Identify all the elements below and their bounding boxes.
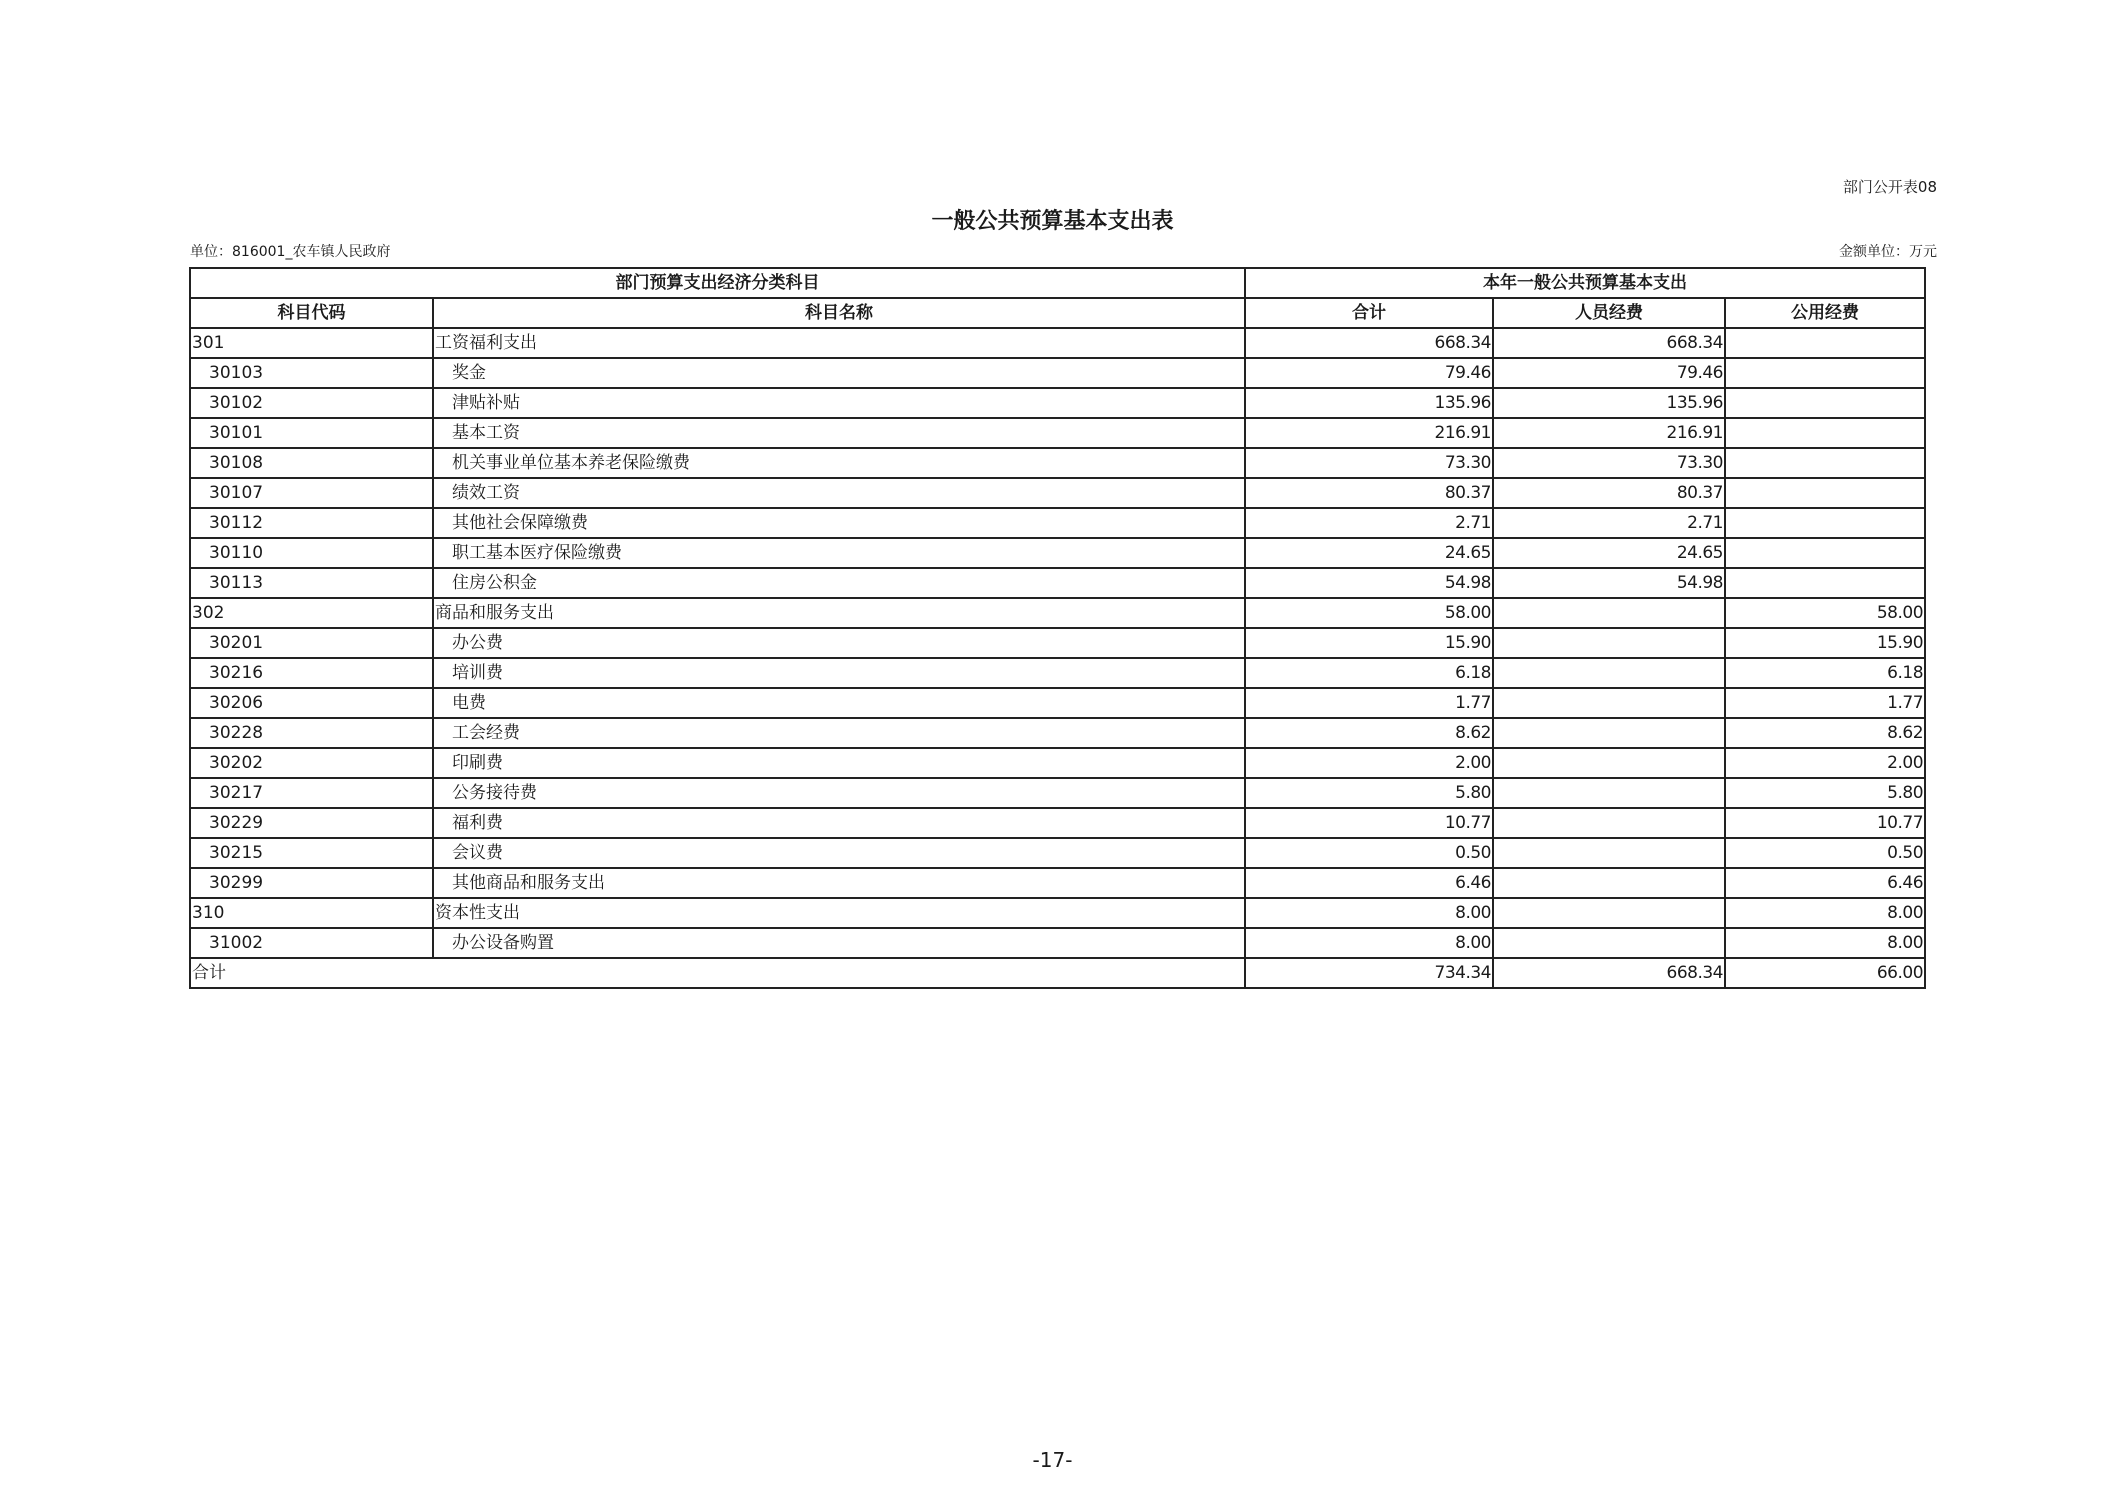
- cell-name: 会议费: [433, 838, 1245, 868]
- table-row: [190, 418, 1925, 448]
- cell-total: 8.62: [1245, 718, 1493, 748]
- cell-total: 58.00: [1245, 598, 1493, 628]
- cell-name: 住房公积金: [433, 568, 1245, 598]
- cell-total: 135.96: [1245, 388, 1493, 418]
- table-row: [190, 658, 1925, 688]
- cell-code: 30112: [190, 508, 433, 538]
- cell-personnel: [1493, 628, 1725, 658]
- cell-public: [1725, 418, 1925, 448]
- cell-personnel: [1493, 808, 1725, 838]
- cell-code: 30103: [190, 358, 433, 388]
- totals-row: [190, 958, 1925, 988]
- table-row: [190, 388, 1925, 418]
- table-row: [190, 508, 1925, 538]
- page-number: -17-: [1032, 1448, 1073, 1472]
- table-row: [190, 928, 1925, 958]
- cell-public: [1725, 328, 1925, 358]
- cell-total: 54.98: [1245, 568, 1493, 598]
- cell-public: 58.00: [1725, 598, 1925, 628]
- table-row: [190, 868, 1925, 898]
- header-total: 合计: [1245, 298, 1493, 328]
- cell-personnel: [1493, 688, 1725, 718]
- group-header-left: 部门预算支出经济分类科目: [190, 268, 1245, 298]
- form-id: 部门公开表08: [1842, 178, 1937, 196]
- table-row: [190, 778, 1925, 808]
- totals-label: 合计: [190, 958, 1245, 988]
- cell-personnel: 135.96: [1493, 388, 1725, 418]
- cell-total: 2.00: [1245, 748, 1493, 778]
- cell-total: 8.00: [1245, 928, 1493, 958]
- cell-code: 31002: [190, 928, 433, 958]
- cell-name: 公务接待费: [433, 778, 1245, 808]
- cell-personnel: [1493, 868, 1725, 898]
- cell-personnel: 73.30: [1493, 448, 1725, 478]
- cell-name: 福利费: [433, 808, 1245, 838]
- cell-name: 绩效工资: [433, 478, 1245, 508]
- totals-personnel: 668.34: [1493, 958, 1725, 988]
- cell-name: 工会经费: [433, 718, 1245, 748]
- cell-public: [1725, 568, 1925, 598]
- cell-name: 办公费: [433, 628, 1245, 658]
- cell-total: 0.50: [1245, 838, 1493, 868]
- column-header-row: [190, 298, 1925, 328]
- cell-public: 8.00: [1725, 928, 1925, 958]
- cell-public: 8.00: [1725, 898, 1925, 928]
- cell-name: 基本工资: [433, 418, 1245, 448]
- budget-table: [189, 267, 1926, 989]
- table-row: [190, 808, 1925, 838]
- cell-personnel: 80.37: [1493, 478, 1725, 508]
- cell-name: 工资福利支出: [433, 328, 1245, 358]
- header-code: 科目代码: [190, 298, 433, 328]
- cell-total: 24.65: [1245, 538, 1493, 568]
- table-row: [190, 538, 1925, 568]
- table-body: [190, 328, 1925, 958]
- cell-public: 15.90: [1725, 628, 1925, 658]
- cell-public: [1725, 478, 1925, 508]
- table-row: [190, 748, 1925, 778]
- cell-code: 30206: [190, 688, 433, 718]
- table-row: [190, 688, 1925, 718]
- header-personnel: 人员经费: [1493, 298, 1725, 328]
- cell-public: [1725, 508, 1925, 538]
- cell-personnel: [1493, 928, 1725, 958]
- cell-total: 216.91: [1245, 418, 1493, 448]
- cell-personnel: 24.65: [1493, 538, 1725, 568]
- cell-code: 301: [190, 328, 433, 358]
- cell-code: 30216: [190, 658, 433, 688]
- cell-public: [1725, 538, 1925, 568]
- cell-total: 8.00: [1245, 898, 1493, 928]
- cell-name: 奖金: [433, 358, 1245, 388]
- header-public: 公用经费: [1725, 298, 1925, 328]
- cell-name: 商品和服务支出: [433, 598, 1245, 628]
- cell-public: [1725, 388, 1925, 418]
- cell-personnel: 668.34: [1493, 328, 1725, 358]
- cell-public: 1.77: [1725, 688, 1925, 718]
- unit-label: 单位：816001_农车镇人民政府: [190, 244, 391, 260]
- cell-code: 30110: [190, 538, 433, 568]
- cell-personnel: [1493, 748, 1725, 778]
- cell-name: 资本性支出: [433, 898, 1245, 928]
- cell-code: 30107: [190, 478, 433, 508]
- cell-personnel: 54.98: [1493, 568, 1725, 598]
- cell-code: 30101: [190, 418, 433, 448]
- cell-total: 2.71: [1245, 508, 1493, 538]
- cell-public: 6.18: [1725, 658, 1925, 688]
- table-row: [190, 598, 1925, 628]
- cell-name: 其他社会保障缴费: [433, 508, 1245, 538]
- cell-code: 30102: [190, 388, 433, 418]
- cell-name: 电费: [433, 688, 1245, 718]
- cell-personnel: [1493, 838, 1725, 868]
- cell-total: 80.37: [1245, 478, 1493, 508]
- cell-personnel: 216.91: [1493, 418, 1725, 448]
- cell-total: 73.30: [1245, 448, 1493, 478]
- cell-code: 30228: [190, 718, 433, 748]
- money-unit-label: 金额单位：万元: [1839, 244, 1937, 260]
- header-name: 科目名称: [433, 298, 1245, 328]
- cell-public: [1725, 358, 1925, 388]
- cell-code: 30202: [190, 748, 433, 778]
- group-header-right: 本年一般公共预算基本支出: [1245, 268, 1925, 298]
- cell-code: 30201: [190, 628, 433, 658]
- cell-personnel: 79.46: [1493, 358, 1725, 388]
- cell-code: 30108: [190, 448, 433, 478]
- cell-public: 2.00: [1725, 748, 1925, 778]
- cell-code: 30215: [190, 838, 433, 868]
- cell-name: 印刷费: [433, 748, 1245, 778]
- cell-personnel: [1493, 778, 1725, 808]
- cell-name: 职工基本医疗保险缴费: [433, 538, 1245, 568]
- cell-personnel: [1493, 658, 1725, 688]
- table-row: [190, 898, 1925, 928]
- table-row: [190, 358, 1925, 388]
- cell-total: 6.46: [1245, 868, 1493, 898]
- totals-total: 734.34: [1245, 958, 1493, 988]
- cell-name: 其他商品和服务支出: [433, 868, 1245, 898]
- cell-total: 10.77: [1245, 808, 1493, 838]
- table-row: [190, 838, 1925, 868]
- cell-public: 5.80: [1725, 778, 1925, 808]
- page-title: 一般公共预算基本支出表: [931, 209, 1174, 234]
- cell-code: 30217: [190, 778, 433, 808]
- cell-total: 5.80: [1245, 778, 1493, 808]
- cell-public: 8.62: [1725, 718, 1925, 748]
- cell-public: [1725, 448, 1925, 478]
- cell-total: 1.77: [1245, 688, 1493, 718]
- group-header-row: [190, 268, 1925, 298]
- cell-code: 30229: [190, 808, 433, 838]
- cell-code: 310: [190, 898, 433, 928]
- cell-public: 10.77: [1725, 808, 1925, 838]
- table-row: [190, 448, 1925, 478]
- cell-personnel: [1493, 718, 1725, 748]
- table-row: [190, 628, 1925, 658]
- cell-name: 津贴补贴: [433, 388, 1245, 418]
- totals-public: 66.00: [1725, 958, 1925, 988]
- cell-total: 668.34: [1245, 328, 1493, 358]
- cell-total: 6.18: [1245, 658, 1493, 688]
- cell-name: 培训费: [433, 658, 1245, 688]
- table-row: [190, 718, 1925, 748]
- cell-personnel: [1493, 898, 1725, 928]
- table-row: [190, 328, 1925, 358]
- cell-code: 30299: [190, 868, 433, 898]
- cell-public: 6.46: [1725, 868, 1925, 898]
- cell-total: 79.46: [1245, 358, 1493, 388]
- cell-public: 0.50: [1725, 838, 1925, 868]
- cell-personnel: 2.71: [1493, 508, 1725, 538]
- cell-code: 30113: [190, 568, 433, 598]
- cell-personnel: [1493, 598, 1725, 628]
- cell-name: 机关事业单位基本养老保险缴费: [433, 448, 1245, 478]
- table-row: [190, 478, 1925, 508]
- cell-total: 15.90: [1245, 628, 1493, 658]
- table-row: [190, 568, 1925, 598]
- cell-code: 302: [190, 598, 433, 628]
- cell-name: 办公设备购置: [433, 928, 1245, 958]
